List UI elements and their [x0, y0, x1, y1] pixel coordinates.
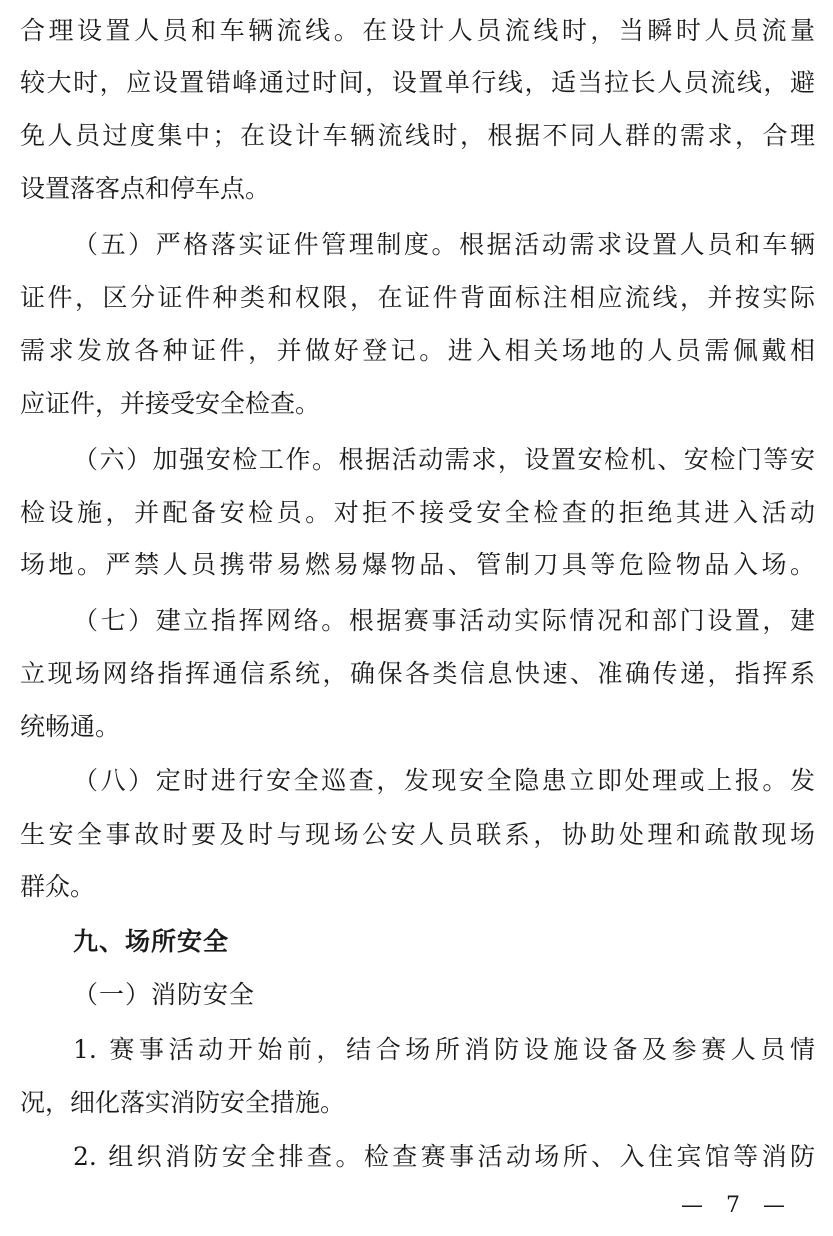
- paragraph-line: 生安全事故时要及时与现场公安人员联系，协助处理和疏散现场: [20, 820, 815, 849]
- paragraph-line: （八）定时进行安全巡查，发现安全隐患立即处理或上报。发: [73, 766, 815, 795]
- paragraph-line: （六）加强安检工作。根据活动需求，设置安检机、安检门等安: [73, 445, 815, 474]
- paragraph-line: 群众。: [20, 872, 96, 901]
- paragraph-line: 合理设置人员和车辆流线。在设计人员流线时，当瞬时人员流量: [20, 16, 815, 45]
- paragraph-line: 设置落客点和停车点。: [20, 174, 271, 203]
- page-number: — 7 —: [681, 1193, 793, 1218]
- list-item-line: 2. 组织消防安全排查。检查赛事活动场所、入住宾馆等消防: [73, 1142, 815, 1171]
- paragraph-line: 需求发放各种证件，并做好登记。进入相关场地的人员需佩戴相: [20, 336, 815, 365]
- paragraph-line: 场地。严禁人员携带易燃易爆物品、管制刀具等危险物品入场。: [20, 550, 815, 579]
- paragraph-line: 应证件，并接受安全检查。: [20, 389, 321, 418]
- list-item-line: 况，细化落实消防安全措施。: [20, 1088, 346, 1117]
- document-page: [20, 0, 815, 1236]
- subsection-heading: （一）消防安全: [73, 980, 256, 1009]
- paragraph-line: （七）建立指挥网络。根据赛事活动实际情况和部门设置，建: [73, 606, 815, 635]
- paragraph-line: 证件，区分证件种类和权限，在证件背面标注相应流线，并按实际: [20, 283, 815, 312]
- paragraph-line: 统畅通。: [20, 712, 121, 741]
- paragraph-line: 立现场网络指挥通信系统，确保各类信息快速、准确传递，指挥系: [20, 659, 815, 688]
- paragraph-line: 免人员过度集中；在设计车辆流线时，根据不同人群的需求，合理: [20, 121, 815, 150]
- paragraph-line: 检设施，并配备安检员。对拒不接受安全检查的拒绝其进入活动: [20, 498, 815, 527]
- paragraph-line: 较大时，应设置错峰通过时间，设置单行线，适当拉长人员流线，避: [20, 68, 815, 97]
- section-heading: 九、场所安全: [73, 927, 230, 956]
- paragraph-line: （五）严格落实证件管理制度。根据活动需求设置人员和车辆: [73, 230, 815, 259]
- list-item-line: 1. 赛事活动开始前，结合场所消防设施设备及参赛人员情: [73, 1035, 815, 1064]
